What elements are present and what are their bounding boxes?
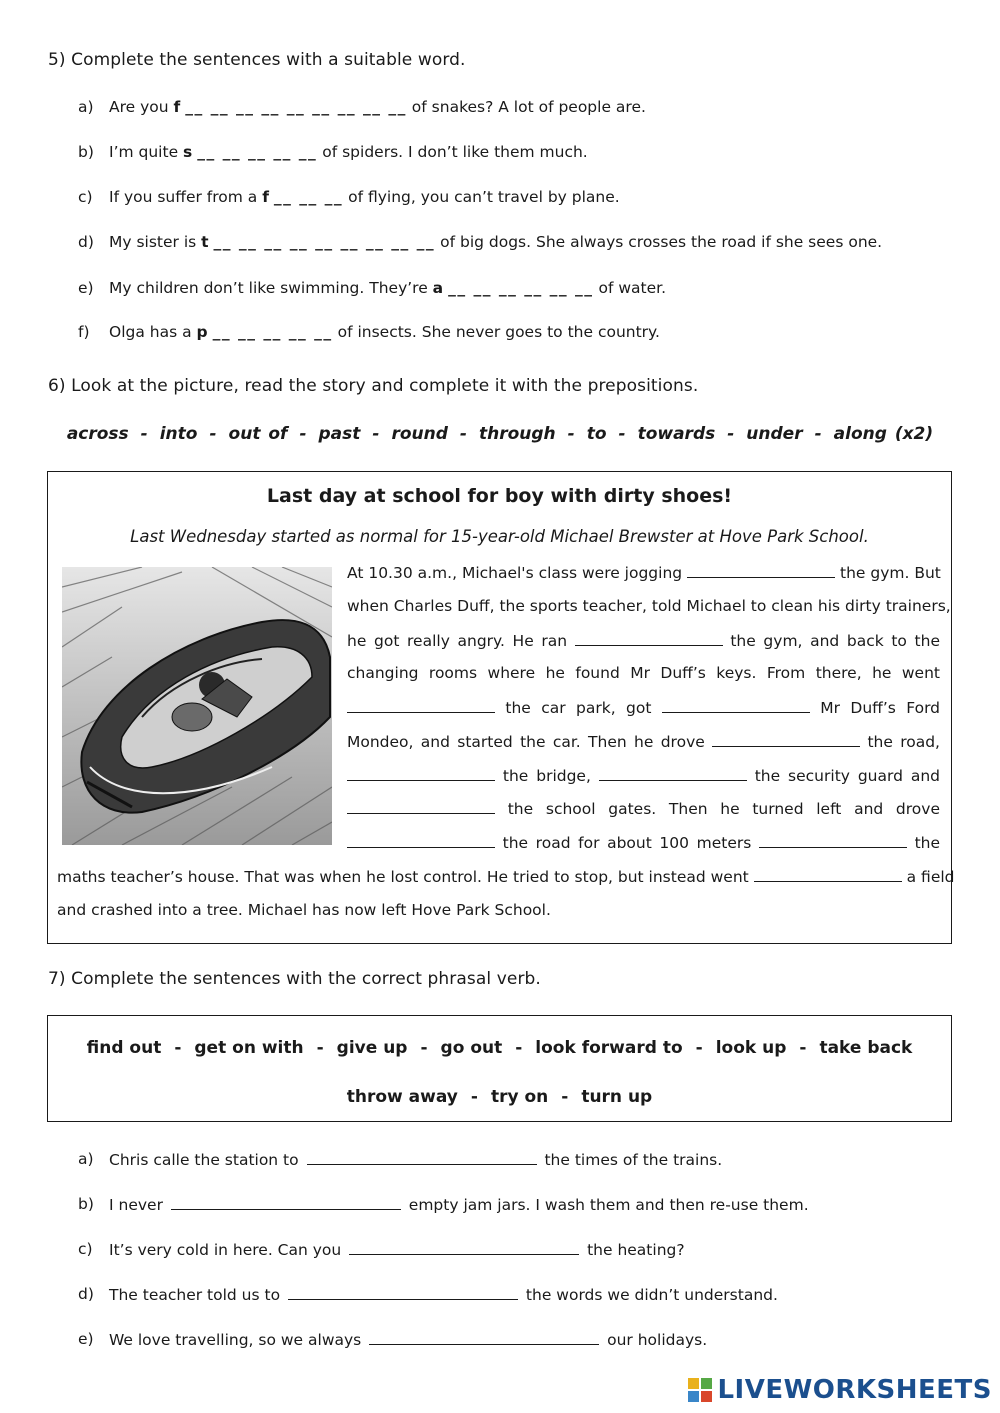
item-sentence bbox=[109, 188, 620, 206]
exercise-5-title: 5) Complete the sentences with a suitable word. bbox=[48, 50, 466, 70]
exercise-5-item bbox=[78, 188, 958, 210]
answer-blank[interactable] bbox=[347, 766, 495, 781]
car-illustration bbox=[62, 567, 332, 845]
item-sentence bbox=[109, 98, 646, 116]
phrasal-verb-row-1 bbox=[48, 1038, 951, 1058]
word-separator: - bbox=[174, 1038, 182, 1058]
liveworksheets-logo-text: LIVEWORKSHEETS bbox=[717, 1375, 992, 1405]
letter-blanks[interactable]: __ __ __ __ __ __ bbox=[448, 279, 594, 297]
word-separator: - bbox=[695, 1038, 703, 1058]
word-separator: - bbox=[372, 424, 380, 444]
preposition-word: towards bbox=[637, 424, 716, 444]
word-separator: - bbox=[727, 424, 735, 444]
item-sentence bbox=[109, 233, 882, 251]
item-label: d) bbox=[78, 233, 94, 251]
sentence-end: the times of the trains. bbox=[539, 1151, 723, 1169]
phrasal-verb: throw away bbox=[346, 1087, 458, 1107]
sentence-end: of flying, you can’t travel by plane. bbox=[343, 188, 620, 206]
exercise-7-item bbox=[78, 1150, 958, 1172]
answer-blank[interactable] bbox=[759, 833, 907, 848]
preposition-word: through bbox=[478, 424, 556, 444]
word-separator: - bbox=[420, 1038, 428, 1058]
sentence-end: the words we didn’t understand. bbox=[521, 1286, 778, 1304]
story-text-segment: maths teacher’s house. That was when he lost control. He tried to stop, but instead went bbox=[57, 868, 749, 886]
story-line bbox=[347, 833, 940, 852]
preposition-word: along (x2) bbox=[833, 424, 934, 444]
answer-blank[interactable] bbox=[754, 867, 902, 882]
story-text-segment: the road, bbox=[867, 733, 940, 751]
item-sentence bbox=[109, 323, 660, 341]
sentence-start: I never bbox=[109, 1196, 168, 1214]
answer-blank[interactable] bbox=[347, 833, 495, 848]
word-separator: - bbox=[299, 424, 307, 444]
phrasal-verb-row-2 bbox=[48, 1087, 951, 1107]
sentence-start: If you suffer from a bbox=[109, 188, 263, 206]
item-label: d) bbox=[78, 1285, 94, 1303]
story-line bbox=[347, 664, 940, 682]
story-text-segment: the bbox=[914, 834, 940, 852]
answer-blank[interactable] bbox=[171, 1195, 401, 1210]
exercise-5-item bbox=[78, 233, 958, 255]
answer-blank[interactable] bbox=[288, 1285, 518, 1300]
letter-blanks[interactable]: __ __ __ __ __ bbox=[197, 143, 318, 161]
story-line bbox=[347, 698, 940, 717]
story-text-segment: the car park, got bbox=[505, 699, 652, 717]
story-text-segment: he got really angry. He ran bbox=[347, 632, 568, 650]
preposition-word: out of bbox=[228, 424, 288, 444]
word-separator: - bbox=[515, 1038, 523, 1058]
sentence-end: of spiders. I don’t like them much. bbox=[317, 143, 588, 161]
answer-blank[interactable] bbox=[599, 766, 747, 781]
item-label: a) bbox=[78, 1150, 94, 1168]
word-separator: - bbox=[209, 424, 217, 444]
item-sentence bbox=[109, 1330, 707, 1349]
word-separator: - bbox=[567, 424, 575, 444]
item-label: c) bbox=[78, 188, 93, 206]
phrasal-verb: turn up bbox=[581, 1087, 653, 1107]
story-text-segment: At 10.30 a.m., Michael's class were jogging bbox=[347, 564, 683, 582]
sentence-end: of insects. She never goes to the country. bbox=[332, 323, 660, 341]
preposition-word: under bbox=[746, 424, 803, 444]
letter-blanks[interactable]: __ __ __ __ __ __ __ __ __ bbox=[213, 233, 436, 251]
phrasal-verb: take back bbox=[819, 1038, 913, 1058]
sentence-start: My sister is bbox=[109, 233, 202, 251]
item-sentence bbox=[109, 1240, 685, 1259]
phrasal-verb: go out bbox=[440, 1038, 503, 1058]
first-letter: s bbox=[183, 143, 193, 161]
item-label: c) bbox=[78, 1240, 93, 1258]
item-sentence bbox=[109, 1150, 722, 1169]
story-subtitle: Last Wednesday started as normal for 15-year-old Michael Brewster at Hove Park School. bbox=[130, 527, 869, 546]
item-sentence bbox=[109, 143, 588, 161]
item-label: a) bbox=[78, 98, 94, 116]
story-text-segment: Mr Duff’s Ford bbox=[820, 699, 941, 717]
first-letter: f bbox=[173, 98, 181, 116]
phrasal-verb: look forward to bbox=[535, 1038, 683, 1058]
phrasal-verb: find out bbox=[86, 1038, 162, 1058]
first-letter: f bbox=[262, 188, 269, 206]
word-separator: - bbox=[814, 424, 822, 444]
exercise-5-item bbox=[78, 143, 958, 165]
item-label: f) bbox=[78, 323, 90, 341]
letter-blanks[interactable]: __ __ __ bbox=[273, 188, 344, 206]
word-separator: - bbox=[799, 1038, 807, 1058]
first-letter: p bbox=[196, 323, 208, 341]
first-letter: a bbox=[432, 279, 444, 297]
story-text-segment: a field bbox=[906, 868, 955, 886]
story-line bbox=[57, 867, 955, 886]
story-text-segment: the road for about 100 meters bbox=[502, 834, 752, 852]
exercise-7-item bbox=[78, 1240, 958, 1262]
sentence-end: our holidays. bbox=[602, 1331, 708, 1349]
story-text-segment: changing rooms where he found Mr Duff’s keys. From there, he went bbox=[347, 664, 940, 682]
phrasal-verb: give up bbox=[336, 1038, 408, 1058]
answer-blank[interactable] bbox=[307, 1150, 537, 1165]
preposition-word: into bbox=[159, 424, 198, 444]
sentence-start: We love travelling, so we always bbox=[109, 1331, 367, 1349]
story-text-segment: when Charles Duff, the sports teacher, told Michael to clean his dirty trainers, bbox=[347, 597, 951, 615]
story-line bbox=[347, 563, 940, 582]
story-text-segment: the gym, and back to the bbox=[730, 632, 940, 650]
word-separator: - bbox=[459, 424, 467, 444]
answer-blank[interactable] bbox=[347, 698, 495, 713]
exercise-5-item bbox=[78, 98, 958, 120]
liveworksheets-logo bbox=[687, 1375, 992, 1405]
preposition-word: past bbox=[318, 424, 361, 444]
letter-blanks[interactable]: __ __ __ __ __ __ __ __ __ bbox=[185, 98, 407, 116]
item-sentence bbox=[109, 1285, 778, 1304]
story-line bbox=[347, 732, 940, 751]
word-separator: - bbox=[618, 424, 626, 444]
story-text-segment: the gym. But bbox=[840, 564, 941, 582]
preposition-word: to bbox=[586, 424, 607, 444]
exercise-7-item bbox=[78, 1195, 958, 1217]
story-title: Last day at school for boy with dirty shoes! bbox=[266, 485, 733, 507]
story-text-segment: the bridge, bbox=[502, 767, 591, 785]
car-chase-image bbox=[62, 567, 332, 845]
answer-blank[interactable] bbox=[369, 1330, 599, 1345]
phrasal-verb: get on with bbox=[194, 1038, 304, 1058]
sentence-end: of snakes? A lot of people are. bbox=[406, 98, 646, 116]
story-line bbox=[347, 597, 951, 615]
answer-blank[interactable] bbox=[687, 563, 835, 578]
sentence-start: Are you bbox=[109, 98, 174, 116]
sentence-end: empty jam jars. I wash them and then re-use them. bbox=[403, 1196, 809, 1214]
preposition-word: across bbox=[66, 424, 129, 444]
item-label: b) bbox=[78, 143, 94, 161]
liveworksheets-logo-icon bbox=[687, 1377, 713, 1403]
first-letter: t bbox=[201, 233, 209, 251]
answer-blank[interactable] bbox=[347, 799, 495, 814]
item-sentence bbox=[109, 1195, 809, 1214]
sentence-end: of big dogs. She always crosses the road if she sees one. bbox=[435, 233, 883, 251]
word-separator: - bbox=[316, 1038, 324, 1058]
sentence-start: Chris calle the station to bbox=[109, 1151, 304, 1169]
word-separator: - bbox=[561, 1087, 569, 1107]
story-text-segment: the security guard and bbox=[754, 767, 940, 785]
exercise-6-title: 6) Look at the picture, read the story and complete it with the prepositions. bbox=[48, 376, 699, 396]
exercise-5-item bbox=[78, 323, 958, 345]
preposition-word: round bbox=[391, 424, 448, 444]
word-separator: - bbox=[140, 424, 148, 444]
story-line bbox=[347, 766, 940, 785]
phrasal-verb: try on bbox=[490, 1087, 549, 1107]
answer-blank[interactable] bbox=[575, 631, 723, 646]
item-label: b) bbox=[78, 1195, 94, 1213]
story-box bbox=[47, 471, 955, 944]
phrasal-verb: look up bbox=[715, 1038, 787, 1058]
story-text-segment: and crashed into a tree. Michael has now left Hove Park School. bbox=[57, 901, 551, 919]
sentence-start: Olga has a bbox=[109, 323, 197, 341]
exercise-5-item bbox=[78, 279, 958, 301]
exercise-7-item bbox=[78, 1285, 958, 1307]
answer-blank[interactable] bbox=[662, 698, 810, 713]
exercise-7-title: 7) Complete the sentences with the correct phrasal verb. bbox=[48, 969, 541, 989]
story-line bbox=[347, 799, 940, 818]
story-text-segment: the school gates. Then he turned left and drove bbox=[507, 800, 940, 818]
story-line bbox=[347, 631, 940, 650]
sentence-start: I’m quite bbox=[109, 143, 184, 161]
sentence-end: the heating? bbox=[582, 1241, 685, 1259]
answer-blank[interactable] bbox=[712, 732, 860, 747]
story-text-segment: Mondeo, and started the car. Then he drove bbox=[347, 733, 705, 751]
story-line bbox=[57, 901, 940, 919]
sentence-start: The teacher told us to bbox=[109, 1286, 285, 1304]
sentence-start: It’s very cold in here. Can you bbox=[109, 1241, 347, 1259]
item-label: e) bbox=[78, 1330, 94, 1348]
word-separator: - bbox=[470, 1087, 478, 1107]
letter-blanks[interactable]: __ __ __ __ __ bbox=[212, 323, 333, 341]
exercise-7-item bbox=[78, 1330, 958, 1352]
sentence-end: of water. bbox=[593, 279, 667, 297]
preposition-word-bank bbox=[0, 424, 1000, 444]
answer-blank[interactable] bbox=[349, 1240, 579, 1255]
sentence-start: My children don’t like swimming. They’re bbox=[109, 279, 433, 297]
item-sentence bbox=[109, 279, 666, 297]
phrasal-verb-box bbox=[47, 1015, 952, 1122]
item-label: e) bbox=[78, 279, 94, 297]
